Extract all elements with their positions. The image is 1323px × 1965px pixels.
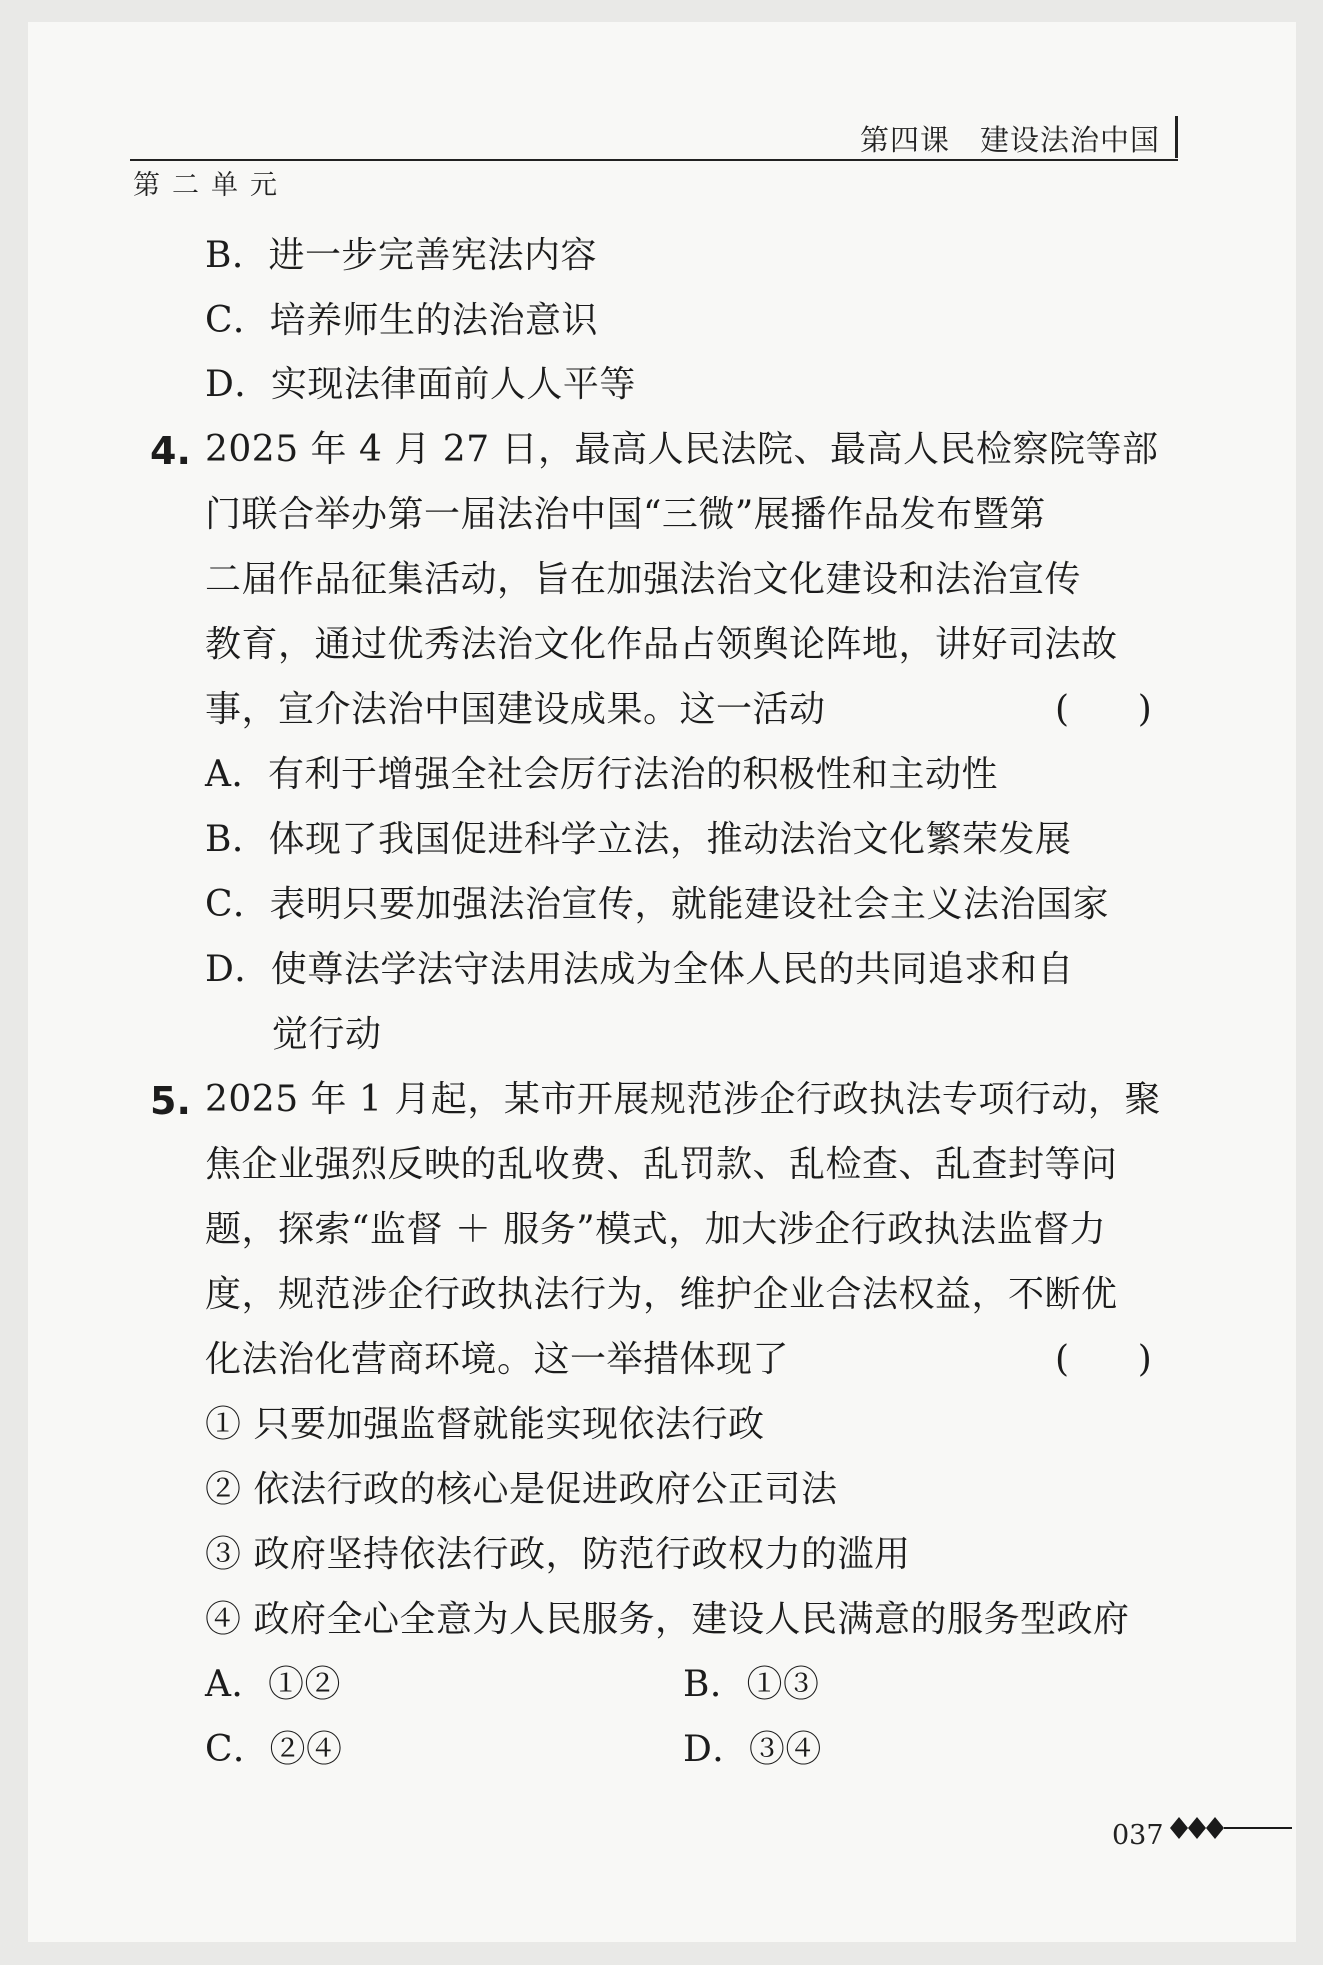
running-head	[860, 118, 1160, 159]
diamond-ornament-icon	[1170, 1808, 1292, 1848]
lesson-title: 建设法治中国	[980, 123, 1161, 157]
q5-statement: ④ 政府全心全意为人民服务，建设人民满意的服务型政府	[205, 1599, 1130, 1640]
q4-stem-line: 事，宣介法治中国建设成果。这一活动	[205, 689, 826, 730]
q5-statement: ③ 政府坚持依法行政，防范行政权力的滥用	[205, 1534, 911, 1575]
q4-stem-line: 教育，通过优秀法治文化作品占领舆论阵地，讲好司法故	[205, 624, 1118, 665]
q3-option-d: D．实现法律面前人人平等	[205, 364, 636, 405]
q4-number: 4.	[150, 429, 191, 473]
q5-stem-line: 2025 年 1 月起，某市开展规范涉企行政执法专项行动，聚	[205, 1079, 1161, 1120]
q3-option-b: B．进一步完善宪法内容	[205, 235, 597, 276]
q5-choice-d: D．③④	[683, 1729, 822, 1770]
q4-option-d-cont: 觉行动	[272, 1014, 382, 1055]
q4-answer-paren: ( )	[1055, 689, 1152, 730]
q5-statement: ① 只要加强监督就能实现依法行政	[205, 1404, 765, 1445]
running-head-bar	[1175, 116, 1178, 158]
unit-label: 第二单元	[133, 170, 289, 201]
lesson-number: 第四课	[860, 123, 951, 157]
q5-statement: ② 依法行政的核心是促进政府公正司法	[205, 1469, 838, 1510]
q3-option-c: C．培养师生的法治意识	[205, 300, 599, 341]
page-number: 037	[1112, 1820, 1164, 1851]
q5-number: 5.	[150, 1079, 191, 1123]
q4-stem-line: 2025 年 4 月 27 日，最高人民法院、最高人民检察院等部	[205, 429, 1159, 470]
q5-choice-c: C．②④	[205, 1729, 343, 1770]
q5-choice-a: A．①②	[205, 1664, 341, 1705]
q4-stem-line: 门联合举办第一届法治中国“三微”展播作品发布暨第	[205, 494, 1046, 535]
q4-option-a: A．有利于增强全社会厉行法治的积极性和主动性	[205, 754, 998, 795]
q5-stem-line: 焦企业强烈反映的乱收费、乱罚款、乱检查、乱查封等问	[205, 1144, 1118, 1185]
q5-stem-line: 度，规范涉企行政执法行为，维护企业合法权益，不断优	[205, 1274, 1118, 1315]
running-head-rule	[130, 159, 1178, 161]
q5-stem-line: 化法治化营商环境。这一举措体现了	[205, 1339, 790, 1380]
q4-option-c: C．表明只要加强法治宣传，就能建设社会主义法治国家	[205, 884, 1110, 925]
q5-answer-paren: ( )	[1055, 1339, 1152, 1380]
q4-stem-line: 二届作品征集活动，旨在加强法治文化建设和法治宣传	[205, 559, 1082, 600]
q4-option-d: D．使尊法学法守法用法成为全体人民的共同追求和自	[205, 949, 1074, 990]
q4-option-b: B．体现了我国促进科学立法，推动法治文化繁荣发展	[205, 819, 1072, 860]
q5-choice-b: B．①③	[683, 1664, 820, 1705]
q5-stem-line: 题，探索“监督 ＋ 服务”模式，加大涉企行政执法监督力	[205, 1209, 1107, 1250]
